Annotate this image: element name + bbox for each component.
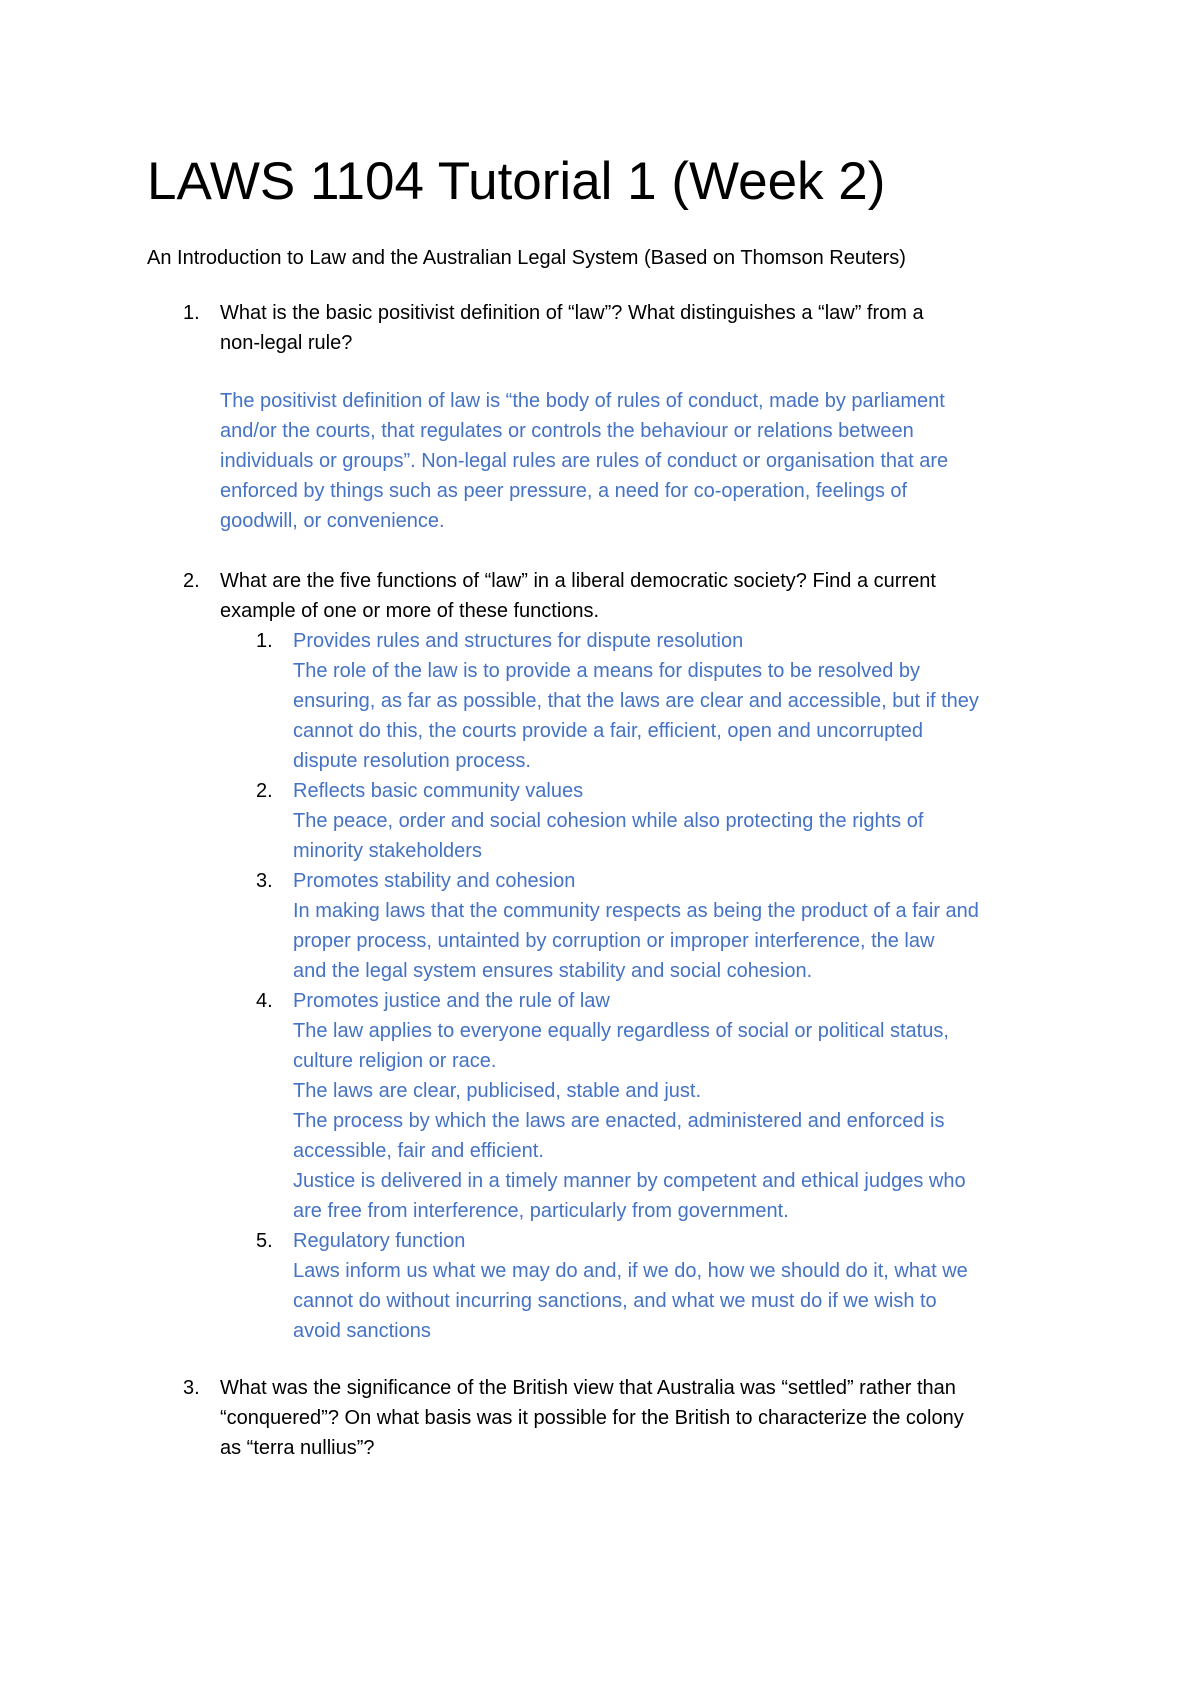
answer-line: The positivist definition of law is “the body of rules of conduct, made by parliament — [220, 390, 945, 412]
question-line: What was the significance of the British view that Australia was “settled” rather than — [220, 1377, 956, 1399]
function-number: 5. — [256, 1230, 273, 1252]
question-number: 1. — [183, 302, 200, 324]
question-line: What are the five functions of “law” in a liberal democratic society? Find a current — [220, 570, 936, 592]
function-line: Justice is delivered in a timely manner by competent and ethical judges who — [293, 1170, 966, 1192]
function-line: The law applies to everyone equally regardless of social or political status, — [293, 1020, 949, 1042]
answer-line: individuals or groups”. Non-legal rules are rules of conduct or organisation that are — [220, 450, 949, 472]
answer-line: goodwill, or convenience. — [220, 510, 445, 532]
function-line: cannot do this, the courts provide a fair, efficient, open and uncorrupted — [293, 720, 924, 742]
question-number: 2. — [183, 570, 200, 592]
question-line: as “terra nullius”? — [220, 1437, 375, 1459]
function-number: 1. — [256, 630, 273, 652]
function-line: accessible, fair and efficient. — [293, 1140, 544, 1162]
question-line: non-legal rule? — [220, 332, 353, 354]
function-line: The process by which the laws are enacted, administered and enforced is — [293, 1110, 945, 1132]
function-line: The laws are clear, publicised, stable and just. — [293, 1080, 701, 1102]
function-line: and the legal system ensures stability and social cohesion. — [293, 960, 813, 982]
function-line: proper process, untainted by corruption or improper interference, the law — [293, 930, 935, 952]
function-line: avoid sanctions — [293, 1320, 431, 1342]
function-heading: Reflects basic community values — [293, 780, 584, 802]
document-title: LAWS 1104 Tutorial 1 (Week 2) — [147, 152, 886, 211]
function-number: 3. — [256, 870, 273, 892]
question-text — [220, 1373, 964, 1463]
question-line: What is the basic positivist definition of “law”? What distinguishes a “law” from a — [220, 302, 924, 324]
function-line: In making laws that the community respects as being the product of a fair and — [293, 900, 979, 922]
document-subtitle: An Introduction to Law and the Australian Legal System (Based on Thomson Reuters) — [147, 247, 906, 269]
function-line: The role of the law is to provide a means for disputes to be resolved by — [293, 660, 921, 682]
function-number: 2. — [256, 780, 273, 802]
function-line: minority stakeholders — [293, 840, 482, 862]
function-line: Laws inform us what we may do and, if we do, how we should do it, what we — [293, 1260, 968, 1282]
function-heading: Promotes stability and cohesion — [293, 870, 576, 892]
function-line: are free from interference, particularly from government. — [293, 1200, 789, 1222]
function-heading: Provides rules and structures for dispute resolution — [293, 630, 744, 652]
question-text — [220, 298, 924, 358]
question-line: example of one or more of these functions. — [220, 600, 600, 622]
question-number: 3. — [183, 1377, 200, 1399]
function-heading: Promotes justice and the rule of law — [293, 990, 610, 1012]
function-heading: Regulatory function — [293, 1230, 466, 1252]
function-item — [293, 866, 979, 986]
function-line: The peace, order and social cohesion while also protecting the rights of — [293, 810, 924, 832]
function-item — [293, 626, 979, 776]
answer-line: and/or the courts, that regulates or controls the behaviour or relations between — [220, 420, 914, 442]
function-item — [293, 776, 923, 866]
function-item — [293, 1226, 968, 1346]
answer-line: enforced by things such as peer pressure, a need for co-operation, feelings of — [220, 480, 908, 502]
function-number: 4. — [256, 990, 273, 1012]
function-line: cannot do without incurring sanctions, and what we must do if we wish to — [293, 1290, 937, 1312]
question-text — [220, 566, 936, 626]
function-line: ensuring, as far as possible, that the laws are clear and accessible, but if they — [293, 690, 979, 712]
answer-text — [220, 386, 948, 536]
function-line: dispute resolution process. — [293, 750, 531, 772]
function-line: culture religion or race. — [293, 1050, 497, 1072]
function-item — [293, 986, 966, 1226]
question-line: “conquered”? On what basis was it possible for the British to characterize the colony — [220, 1407, 964, 1429]
